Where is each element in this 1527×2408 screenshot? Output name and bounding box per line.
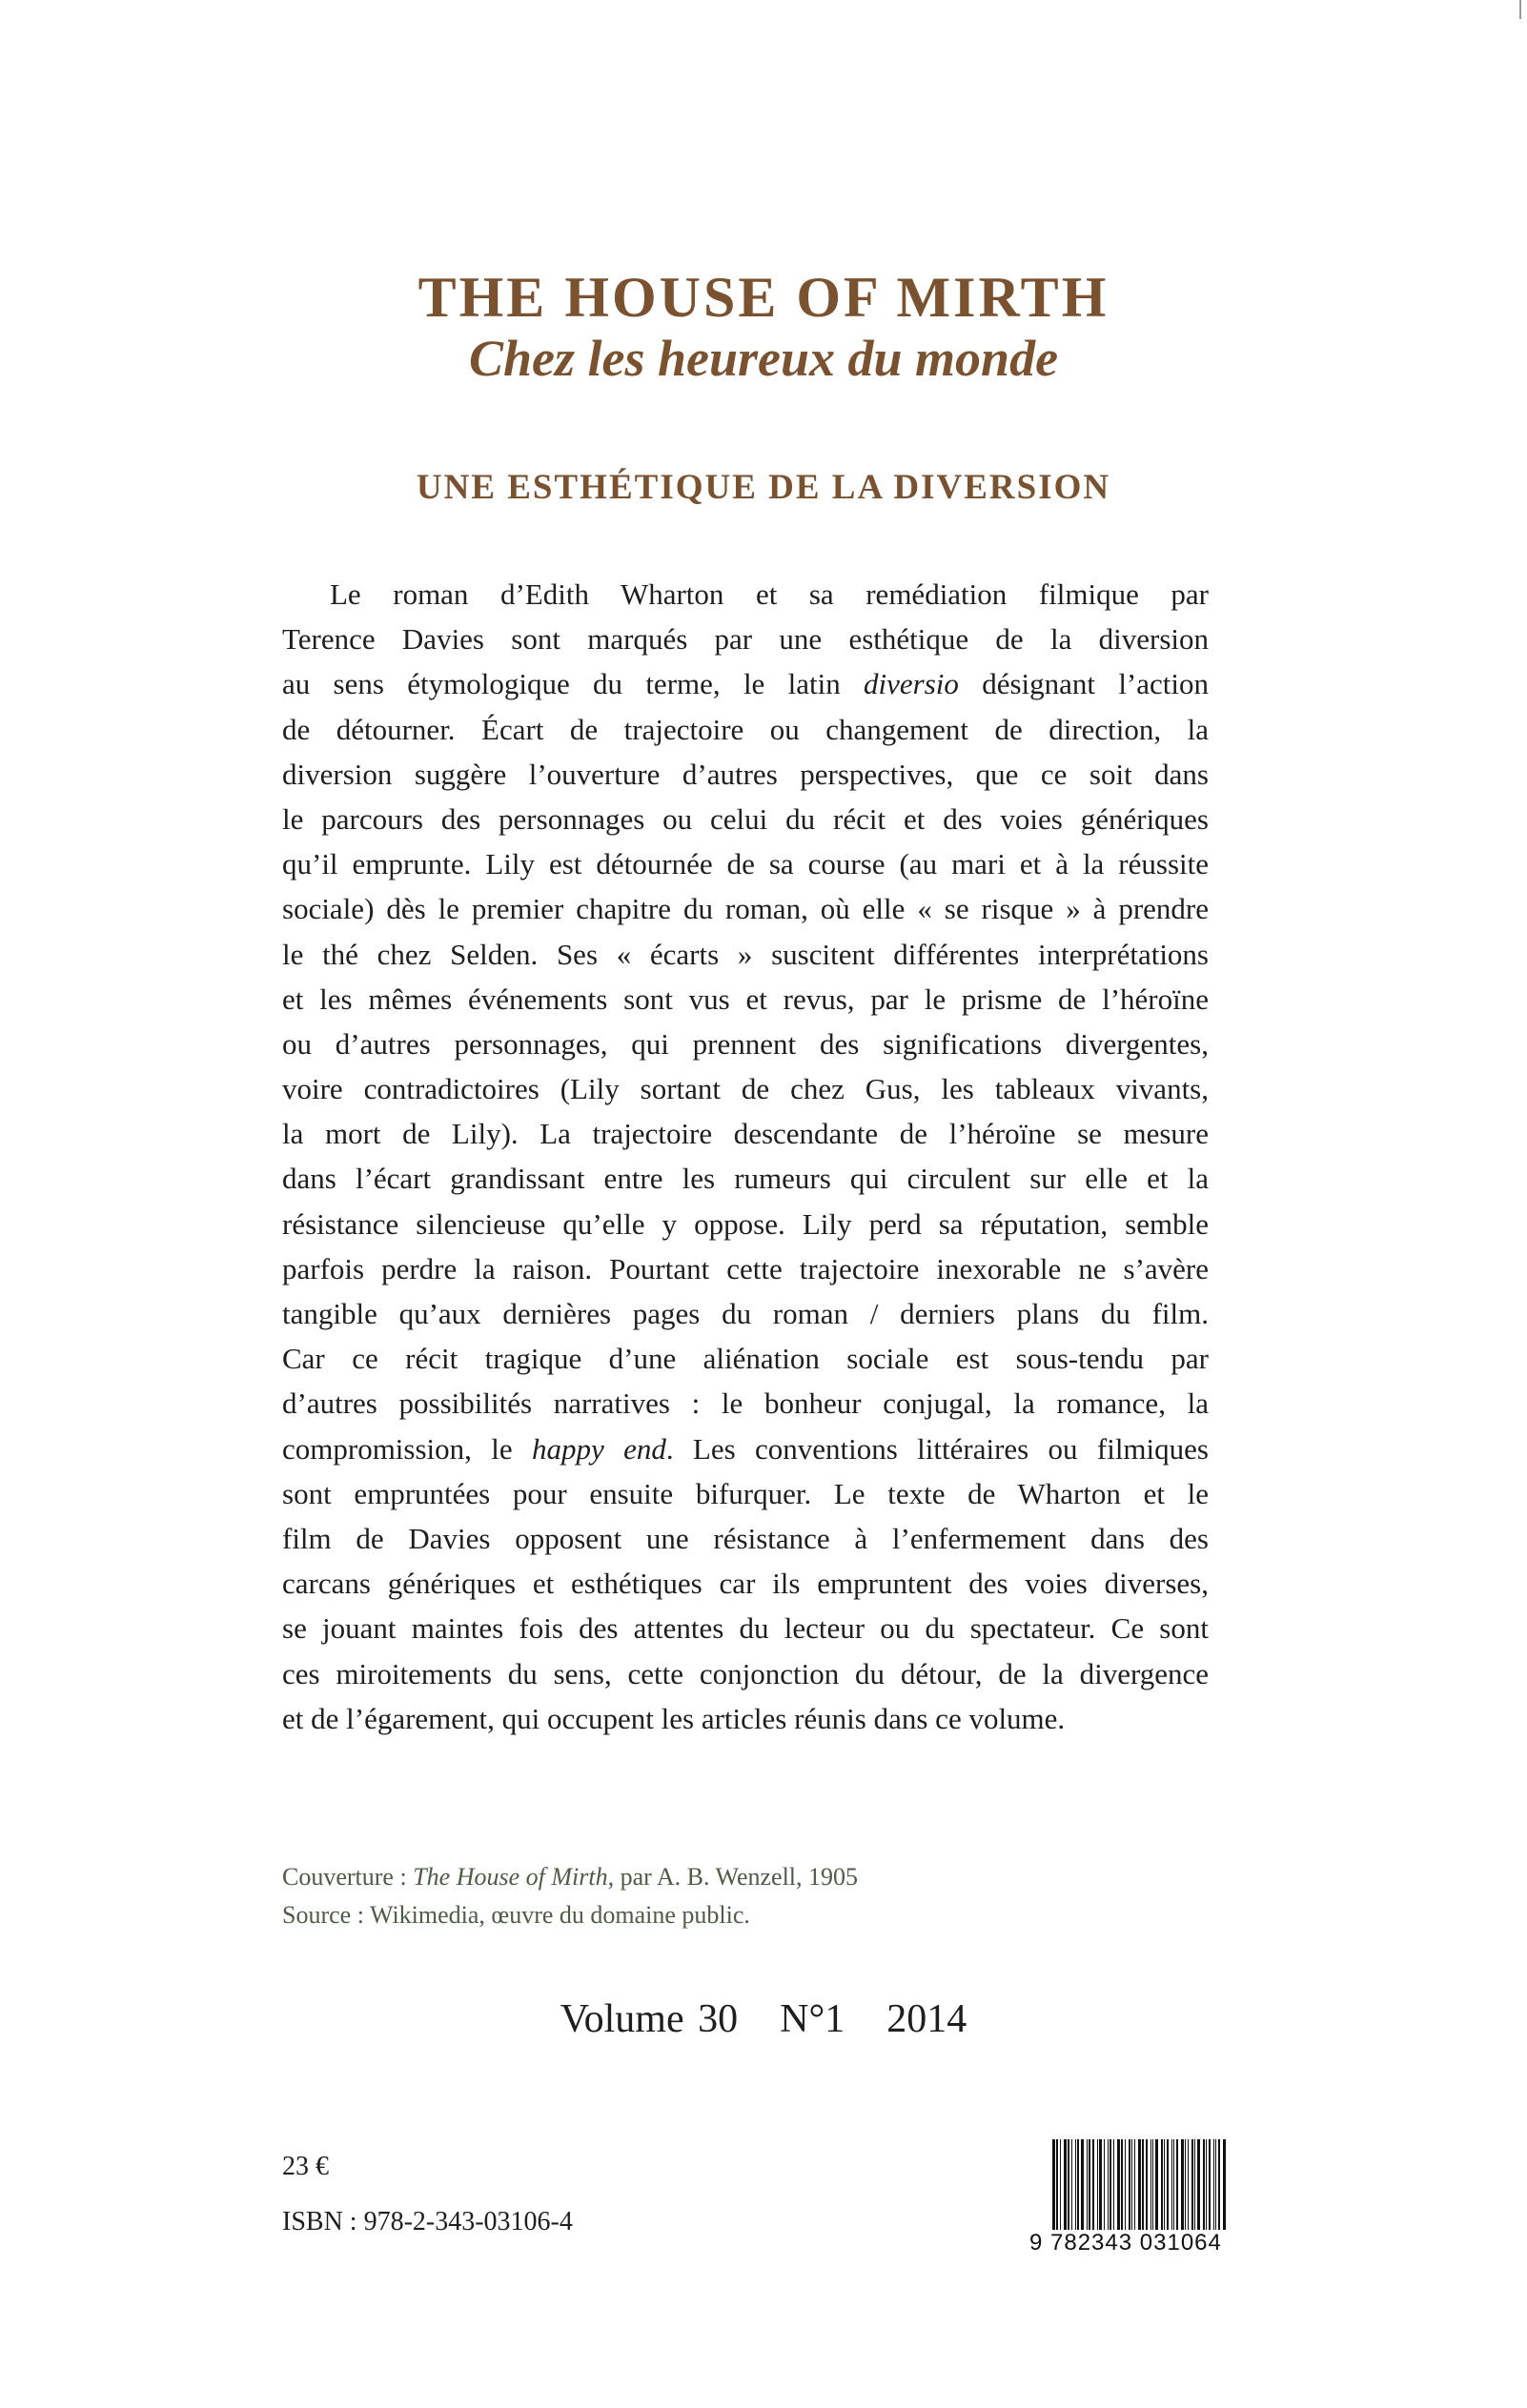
book-subtitle: Chez les heureux du monde [468,330,1059,387]
barcode-bar [1134,2139,1135,2230]
line-text: résistance silencieuse qu’elle y oppose. Lily perd sa réputation, semble [282,1206,1209,1241]
body-line [282,1156,1209,1201]
body-line [282,707,1209,752]
barcode-bar [1152,2139,1153,2230]
body-line [282,752,1209,797]
barcode-bar [1164,2139,1165,2230]
barcode-bar [1167,2139,1169,2230]
line-text: Le roman d’Edith Wharton et sa remédiation filmique par [330,577,1209,611]
barcode-bars [1052,2139,1244,2230]
book-title: THE HOUSE OF MIRTH [417,266,1110,329]
body-line [282,841,1209,886]
barcode-bar [1081,2139,1084,2230]
line-text: sont empruntées pour ensuite bifurquer. Le texte de Wharton et le [282,1476,1209,1510]
barcode-bar [1176,2139,1178,2230]
issue-year: 2014 [886,1997,967,2041]
barcode-bar [1089,2139,1090,2230]
barcode-bar [1191,2139,1193,2230]
line-text: au sens étymologique du terme, le latin [282,667,865,701]
barcode-bar [1150,2139,1151,2230]
line-text: le parcours des personnages ou celui du récit et des voies génériques [282,801,1209,836]
body-line [282,886,1209,931]
line-text: d’autres possibilités narratives : le bonheur conjugal, la romance, la [282,1386,1209,1421]
barcode-bar [1215,2139,1216,2230]
barcode-bar [1052,2139,1055,2230]
barcode-bar [1104,2139,1105,2230]
barcode-bar [1071,2139,1072,2230]
barcode [1029,2139,1244,2254]
line-text: le thé chez Selden. Ses « écarts » suscitent différentes interprétations [282,937,1209,971]
line-text: Car ce récit tragique d’une aliénation sociale est sous-tendu par [282,1342,1209,1376]
line-text: la mort de Lily). La trajectoire descendante de l’héroïne se mesure [282,1117,1209,1151]
body-line [282,1111,1209,1156]
body-line [282,1651,1209,1696]
barcode-bar [1121,2139,1123,2230]
line-text: de détourner. Écart de trajectoire ou changement de direction, la [282,712,1209,746]
barcode-bar [1108,2139,1109,2230]
barcode-bar [1161,2139,1163,2230]
barcode-bar [1087,2139,1088,2230]
barcode-bar [1117,2139,1120,2230]
line-text: diversion suggère l’ouverture d’autres perspectives, que ce soit dans [282,757,1209,791]
line-text: et les mêmes événements sont vus et revus, par le prisme de l’héroïne [282,981,1209,1016]
barcode-bar [1110,2139,1111,2230]
page-edge-mark [1519,0,1521,19]
issue-info [0,1996,1527,2042]
barcode-bar [1056,2139,1058,2230]
barcode-bar [1218,2139,1220,2230]
body-line [282,1246,1209,1291]
body-line [282,1471,1209,1516]
barcode-bar [1194,2139,1195,2230]
line-text: . Les conventions littéraires ou filmiques [665,1431,1209,1466]
source-line: Source : Wikimedia, œuvre du domaine public. [282,1901,750,1929]
price: 23 € [282,2152,329,2181]
barcode-bar [1077,2139,1079,2230]
barcode-bar [1173,2139,1174,2230]
body-line [282,1202,1209,1246]
volume: Volume 30 [560,1997,739,2041]
barcode-bar [1138,2139,1141,2230]
barcode-bar [1142,2139,1144,2230]
barcode-bar [1099,2139,1102,2230]
isbn: ISBN : 978-2-343-03106-4 [282,2207,573,2236]
barcode-bar [1097,2139,1098,2230]
barcode-bar [1146,2139,1148,2230]
body-line [282,1022,1209,1066]
body-line [282,1381,1209,1426]
line-text: Terence Davies sont marqués par une esthétique de la diversion [282,622,1209,657]
line-text: qu’il emprunte. Lily est détournée de sa course (au mari et à la réussite [282,847,1209,881]
barcode-bar [1131,2139,1132,2230]
line-text: se jouant maintes fois des attentes du lecteur ou du spectateur. Ce sont [282,1611,1209,1646]
cover-label: Couverture : [282,1863,414,1891]
barcode-bar [1206,2139,1207,2230]
cover-credits [282,1858,858,1934]
body-line [282,797,1209,841]
barcode-bar [1068,2139,1069,2230]
line-text: ces miroitements du sens, cette conjonction du détour, de la divergence [282,1656,1209,1690]
barcode-bar [1064,2139,1067,2230]
line-text: film de Davies opposent une résistance à l’enfermement dans des [282,1521,1209,1555]
blurb-text [282,572,1209,1741]
barcode-bar [1075,2139,1076,2230]
line-text: désignant l’action [958,667,1209,701]
body-line [282,1606,1209,1650]
body-line [282,617,1209,661]
body-line [282,1516,1209,1561]
line-text: et de l’égarement, qui occupent les articles réunis dans ce volume. [282,1701,1066,1735]
barcode-bar [1188,2139,1189,2230]
barcode-bar [1155,2139,1158,2230]
barcode-bar [1203,2139,1205,2230]
line-text: parfois perdre la raison. Pourtant cette trajectoire inexorable ne s’avère [282,1251,1209,1285]
line-text: dans l’écart grandissant entre les rumeurs qui circulent sur elle et la [282,1162,1209,1196]
line-text: tangible qu’aux dernières pages du roman / derniers plans du film. [282,1297,1209,1330]
italic-term: happy end [531,1431,666,1466]
body-line [282,661,1209,706]
barcode-bar [1092,2139,1094,2230]
line-text: compromission, le [282,1431,532,1466]
cover-credit-line [282,1858,858,1896]
body-line [282,572,1209,617]
body-line [282,1291,1209,1336]
barcode-bar [1197,2139,1200,2230]
body-line [282,977,1209,1022]
line-text: carcans génériques et esthétiques car ils empruntent des voies diverses, [282,1567,1209,1601]
body-line [282,1427,1209,1471]
body-line [282,1696,1209,1741]
section-title: UNE ESTHÉTIQUE DE LA DIVERSION [416,468,1111,507]
barcode-number: 9 782343 031064 [1029,2230,1222,2256]
italic-term: diversio [864,667,959,701]
barcode-bar [1223,2139,1226,2230]
line-text: ou d’autres personnages, qui prennent des significations divergentes, [282,1026,1209,1061]
body-line [282,1336,1209,1381]
body-line [282,932,1209,977]
line-text: voire contradictoires (Lily sortant de chez Gus, les tableaux vivants, [282,1072,1209,1106]
barcode-bar [1125,2139,1126,2230]
barcode-bar [1181,2139,1184,2230]
barcode-bar [1113,2139,1114,2230]
barcode-bar [1209,2139,1211,2230]
body-line [282,1561,1209,1606]
barcode-bar [1171,2139,1172,2230]
cover-rest: , par A. B. Wenzell, 1905 [607,1863,859,1891]
body-line [282,1066,1209,1111]
line-text: sociale) dès le premier chapitre du roman, où elle « se risque » à prendre [282,892,1209,926]
cover-title: The House of Mirth [413,1863,608,1891]
issue-number: N°1 [780,1997,845,2041]
barcode-bar [1213,2139,1214,2230]
barcode-bar [1129,2139,1130,2230]
barcode-bar [1060,2139,1061,2230]
barcode-bar [1185,2139,1186,2230]
